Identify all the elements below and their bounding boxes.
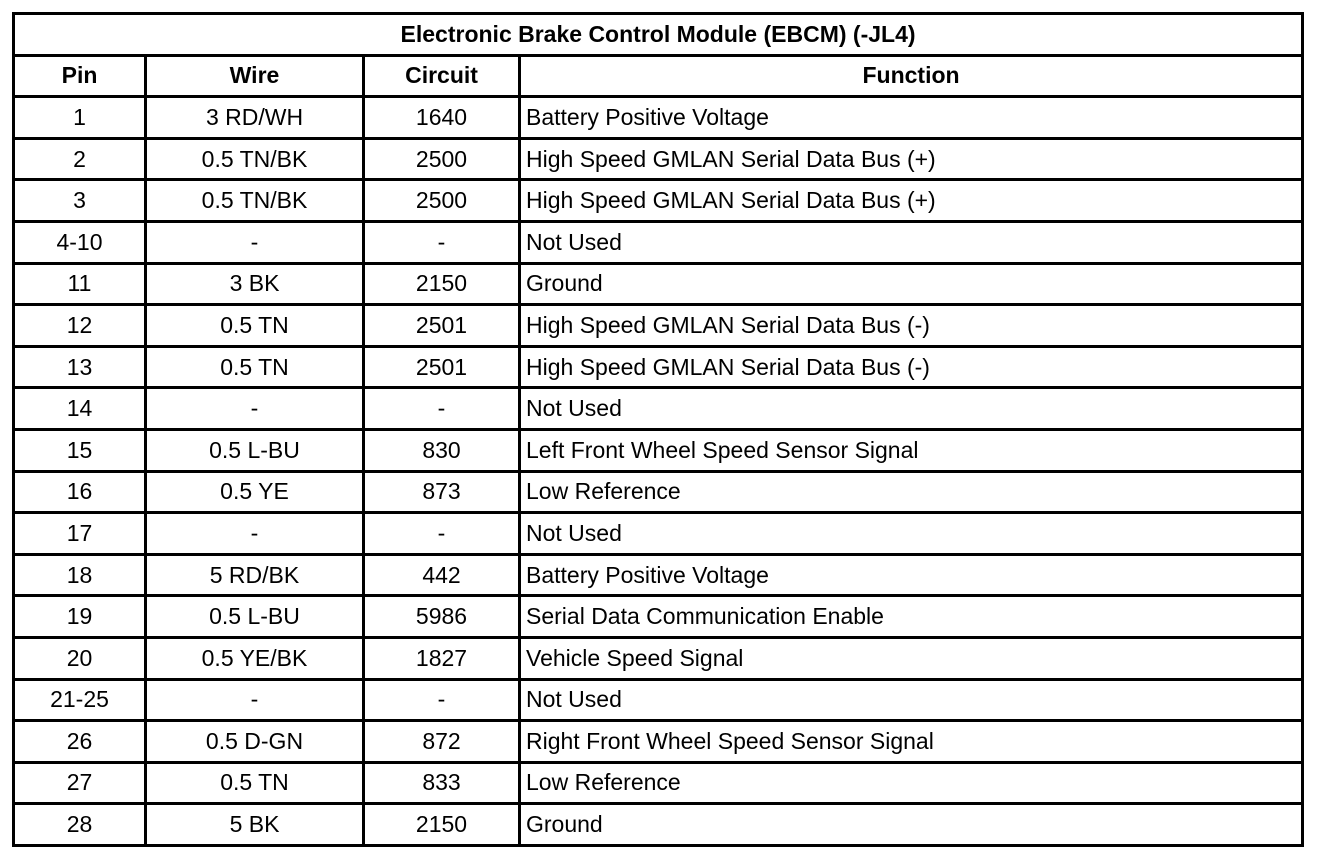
table-row xyxy=(14,180,1303,222)
wire-cell: - xyxy=(146,513,364,555)
function-cell: Ground xyxy=(520,263,1303,305)
circuit-cell: 2150 xyxy=(364,804,520,846)
circuit-cell: - xyxy=(364,221,520,263)
function-cell: High Speed GMLAN Serial Data Bus (-) xyxy=(520,305,1303,347)
pin-cell: 26 xyxy=(14,721,146,763)
pin-cell: 14 xyxy=(14,388,146,430)
table-title: Electronic Brake Control Module (EBCM) (-JL4) xyxy=(14,14,1303,56)
table-row xyxy=(14,97,1303,139)
table-row xyxy=(14,263,1303,305)
wire-cell: - xyxy=(146,388,364,430)
title-row xyxy=(14,14,1303,56)
function-cell: Low Reference xyxy=(520,762,1303,804)
table-row xyxy=(14,721,1303,763)
table-row xyxy=(14,429,1303,471)
table-row xyxy=(14,346,1303,388)
circuit-cell: 2500 xyxy=(364,138,520,180)
table-row xyxy=(14,305,1303,347)
pin-cell: 12 xyxy=(14,305,146,347)
function-cell: Battery Positive Voltage xyxy=(520,554,1303,596)
wire-cell: 0.5 YE xyxy=(146,471,364,513)
table-row xyxy=(14,221,1303,263)
pin-cell: 1 xyxy=(14,97,146,139)
table-row xyxy=(14,554,1303,596)
function-cell: Battery Positive Voltage xyxy=(520,97,1303,139)
function-cell: Right Front Wheel Speed Sensor Signal xyxy=(520,721,1303,763)
circuit-cell: 872 xyxy=(364,721,520,763)
circuit-cell: 833 xyxy=(364,762,520,804)
circuit-cell: 2501 xyxy=(364,346,520,388)
circuit-cell: - xyxy=(364,388,520,430)
wire-cell: 0.5 L-BU xyxy=(146,429,364,471)
wire-cell: 0.5 TN/BK xyxy=(146,138,364,180)
function-cell: Not Used xyxy=(520,513,1303,555)
header-pin: Pin xyxy=(14,55,146,97)
table-row xyxy=(14,138,1303,180)
circuit-cell: 1640 xyxy=(364,97,520,139)
wire-cell: 0.5 TN xyxy=(146,305,364,347)
function-cell: High Speed GMLAN Serial Data Bus (+) xyxy=(520,180,1303,222)
pin-cell: 16 xyxy=(14,471,146,513)
header-wire: Wire xyxy=(146,55,364,97)
function-cell: Ground xyxy=(520,804,1303,846)
function-cell: Serial Data Communication Enable xyxy=(520,596,1303,638)
function-cell: Low Reference xyxy=(520,471,1303,513)
wire-cell: - xyxy=(146,679,364,721)
wire-cell: 0.5 D-GN xyxy=(146,721,364,763)
circuit-cell: 2150 xyxy=(364,263,520,305)
connector-pinout-table xyxy=(12,12,1304,847)
pin-cell: 3 xyxy=(14,180,146,222)
circuit-cell: - xyxy=(364,679,520,721)
circuit-cell: 1827 xyxy=(364,637,520,679)
circuit-cell: 830 xyxy=(364,429,520,471)
circuit-cell: 5986 xyxy=(364,596,520,638)
function-cell: High Speed GMLAN Serial Data Bus (-) xyxy=(520,346,1303,388)
pin-cell: 18 xyxy=(14,554,146,596)
header-function: Function xyxy=(520,55,1303,97)
function-cell: High Speed GMLAN Serial Data Bus (+) xyxy=(520,138,1303,180)
pin-cell: 15 xyxy=(14,429,146,471)
wire-cell: 5 BK xyxy=(146,804,364,846)
pin-cell: 17 xyxy=(14,513,146,555)
function-cell: Not Used xyxy=(520,388,1303,430)
table-row xyxy=(14,679,1303,721)
table-row xyxy=(14,637,1303,679)
table-row xyxy=(14,388,1303,430)
wire-cell: - xyxy=(146,221,364,263)
function-cell: Not Used xyxy=(520,679,1303,721)
table-body xyxy=(14,97,1303,846)
wire-cell: 0.5 TN/BK xyxy=(146,180,364,222)
circuit-cell: 2500 xyxy=(364,180,520,222)
wire-cell: 0.5 TN xyxy=(146,762,364,804)
wire-cell: 3 RD/WH xyxy=(146,97,364,139)
circuit-cell: 873 xyxy=(364,471,520,513)
pin-cell: 20 xyxy=(14,637,146,679)
pin-cell: 27 xyxy=(14,762,146,804)
table-row xyxy=(14,471,1303,513)
function-cell: Not Used xyxy=(520,221,1303,263)
pin-cell: 11 xyxy=(14,263,146,305)
table-row xyxy=(14,762,1303,804)
wire-cell: 0.5 L-BU xyxy=(146,596,364,638)
wire-cell: 0.5 TN xyxy=(146,346,364,388)
header-row xyxy=(14,55,1303,97)
table-row xyxy=(14,804,1303,846)
wire-cell: 3 BK xyxy=(146,263,364,305)
table-row xyxy=(14,513,1303,555)
wire-cell: 5 RD/BK xyxy=(146,554,364,596)
circuit-cell: 2501 xyxy=(364,305,520,347)
function-cell: Vehicle Speed Signal xyxy=(520,637,1303,679)
circuit-cell: 442 xyxy=(364,554,520,596)
pin-cell: 2 xyxy=(14,138,146,180)
pin-cell: 4-10 xyxy=(14,221,146,263)
table-row xyxy=(14,596,1303,638)
circuit-cell: - xyxy=(364,513,520,555)
pin-cell: 28 xyxy=(14,804,146,846)
function-cell: Left Front Wheel Speed Sensor Signal xyxy=(520,429,1303,471)
pin-cell: 21-25 xyxy=(14,679,146,721)
pin-cell: 13 xyxy=(14,346,146,388)
header-circuit: Circuit xyxy=(364,55,520,97)
wire-cell: 0.5 YE/BK xyxy=(146,637,364,679)
pin-cell: 19 xyxy=(14,596,146,638)
